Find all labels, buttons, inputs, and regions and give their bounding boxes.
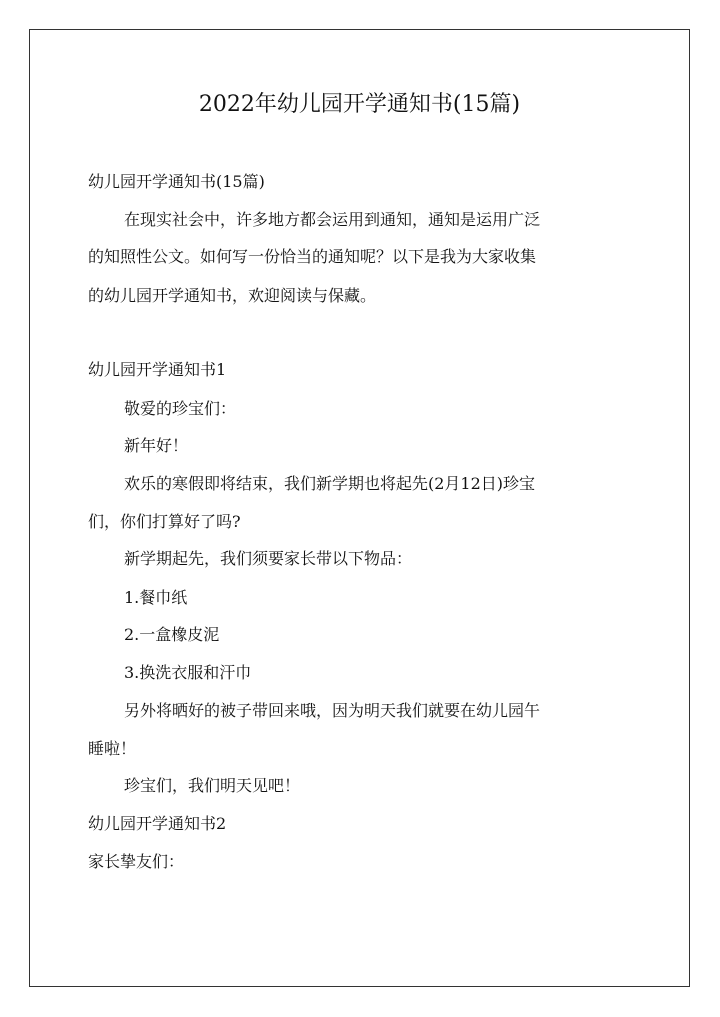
- section-heading-2: 幼儿园开学通知书2: [88, 814, 227, 833]
- intro-heading: 幼儿园开学通知书(15篇): [88, 172, 265, 191]
- document-title: 2022年幼儿园开学通知书(15篇): [198, 92, 521, 117]
- list-item-2: 2.一盒橡皮泥: [124, 625, 220, 644]
- salutation-2: 家长挚友们：: [88, 852, 185, 871]
- list-item-1: 1.餐巾纸: [124, 588, 188, 607]
- salutation: 敬爱的珍宝们：: [124, 399, 237, 418]
- paragraph-line: 新学期起先，我们须要家长带以下物品：: [124, 549, 413, 568]
- intro-paragraph-line-3: 的幼儿园开学通知书，欢迎阅读与保藏。: [88, 286, 377, 305]
- section-heading-1: 幼儿园开学通知书1: [88, 360, 227, 379]
- intro-paragraph-line-2: 的知照性公文。如何写一份恰当的通知呢？以下是我为大家收集: [88, 247, 537, 266]
- paragraph-line: 们，你们打算好了吗?: [88, 512, 241, 531]
- intro-paragraph-line-1: 在现实社会中，许多地方都会运用到通知，通知是运用广泛: [124, 210, 541, 229]
- paragraph-line: 欢乐的寒假即将结束，我们新学期也将起先(2月12日)珍宝: [124, 474, 536, 493]
- closing-line: 珍宝们，我们明天见吧！: [124, 776, 301, 795]
- paragraph-line: 睡啦！: [88, 739, 137, 758]
- greeting: 新年好！: [124, 436, 189, 455]
- paragraph-line: 另外将晒好的被子带回来哦，因为明天我们就要在幼儿园午: [124, 701, 541, 720]
- list-item-3: 3.换洗衣服和汗巾: [124, 663, 252, 682]
